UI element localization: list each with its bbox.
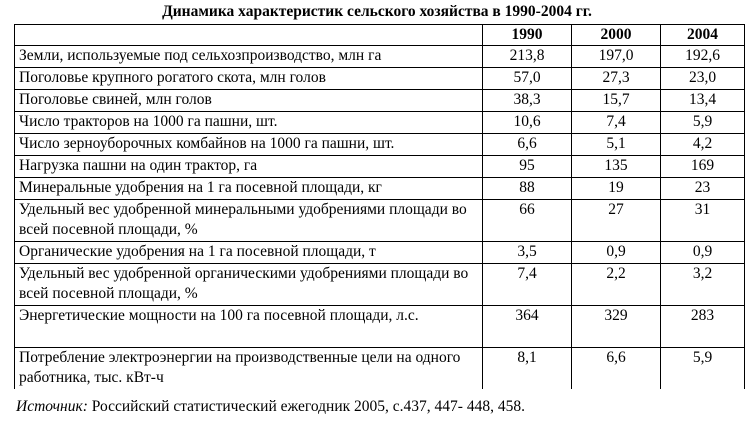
value-cell: 23,0 [661, 68, 745, 90]
table-row [15, 68, 745, 90]
value-cell: 66 [483, 200, 572, 242]
row-label: Нагрузка пашни на один трактор, га [15, 156, 483, 178]
value-cell: 192,6 [661, 46, 745, 68]
value-cell: 57,0 [483, 68, 572, 90]
value-cell: 88 [483, 178, 572, 200]
value-cell: 6,6 [572, 348, 661, 390]
table-row [15, 264, 745, 306]
header-cell [15, 25, 483, 46]
table-row [15, 90, 745, 112]
value-cell: 19 [572, 178, 661, 200]
row-label: Удельный вес удобренной минеральными удобрениями площади во всей посевной площади, % [15, 200, 483, 242]
value-cell: 23 [661, 178, 745, 200]
header-cell: 2004 [661, 25, 745, 46]
value-cell: 13,4 [661, 90, 745, 112]
row-label: Удельный вес удобренной органическими удобрениями площади во всей посевной площади, % [15, 264, 483, 306]
value-cell: 329 [572, 306, 661, 348]
value-cell: 0,9 [572, 242, 661, 264]
table-row [15, 178, 745, 200]
value-cell: 8,1 [483, 348, 572, 390]
header-row [15, 25, 745, 46]
value-cell: 213,8 [483, 46, 572, 68]
value-cell: 3,2 [661, 264, 745, 306]
row-label: Число тракторов на 1000 га пашни, шт. [15, 112, 483, 134]
row-label: Поголовье крупного рогатого скота, млн голов [15, 68, 483, 90]
header-cell: 1990 [483, 25, 572, 46]
table-row [15, 242, 745, 264]
value-cell: 31 [661, 200, 745, 242]
value-cell: 2,2 [572, 264, 661, 306]
value-cell: 6,6 [483, 134, 572, 156]
row-label: Потребление электроэнергии на производственные цели на одного работника, тыс. кВт-ч [15, 348, 483, 390]
table-row [15, 306, 745, 348]
source-prefix: Источник: [16, 398, 88, 415]
table-row [15, 134, 745, 156]
row-label: Минеральные удобрения на 1 га посевной площади, кг [15, 178, 483, 200]
value-cell: 283 [661, 306, 745, 348]
value-cell: 135 [572, 156, 661, 178]
value-cell: 5,9 [661, 348, 745, 390]
value-cell: 27,3 [572, 68, 661, 90]
value-cell: 15,7 [572, 90, 661, 112]
value-cell: 169 [661, 156, 745, 178]
table-row [15, 112, 745, 134]
value-cell: 27 [572, 200, 661, 242]
row-label: Энергетические мощности на 100 га посевной площади, л.с. [15, 306, 483, 348]
table-row [15, 46, 745, 68]
table-row [15, 156, 745, 178]
row-label: Земли, используемые под сельхозпроизводство, млн га [15, 46, 483, 68]
value-cell: 7,4 [572, 112, 661, 134]
value-cell: 197,0 [572, 46, 661, 68]
value-cell: 7,4 [483, 264, 572, 306]
value-cell: 5,9 [661, 112, 745, 134]
value-cell: 3,5 [483, 242, 572, 264]
row-label: Поголовье свиней, млн голов [15, 90, 483, 112]
value-cell: 95 [483, 156, 572, 178]
header-cell: 2000 [572, 25, 661, 46]
value-cell: 364 [483, 306, 572, 348]
value-cell: 0,9 [661, 242, 745, 264]
value-cell: 5,1 [572, 134, 661, 156]
table-row [15, 348, 745, 390]
value-cell: 10,6 [483, 112, 572, 134]
table-title: Динамика характеристик сельского хозяйства в 1990-2004 гг. [162, 3, 592, 20]
source-text: Российский статистический ежегодник 2005, с.437, 447- 448, 458. [87, 398, 525, 415]
value-cell: 4,2 [661, 134, 745, 156]
data-table [14, 24, 745, 389]
table-row [15, 200, 745, 242]
source-note [16, 398, 525, 416]
value-cell: 38,3 [483, 90, 572, 112]
row-label: Органические удобрения на 1 га посевной площади, т [15, 242, 483, 264]
row-label: Число зерноуборочных комбайнов на 1000 га пашни, шт. [15, 134, 483, 156]
